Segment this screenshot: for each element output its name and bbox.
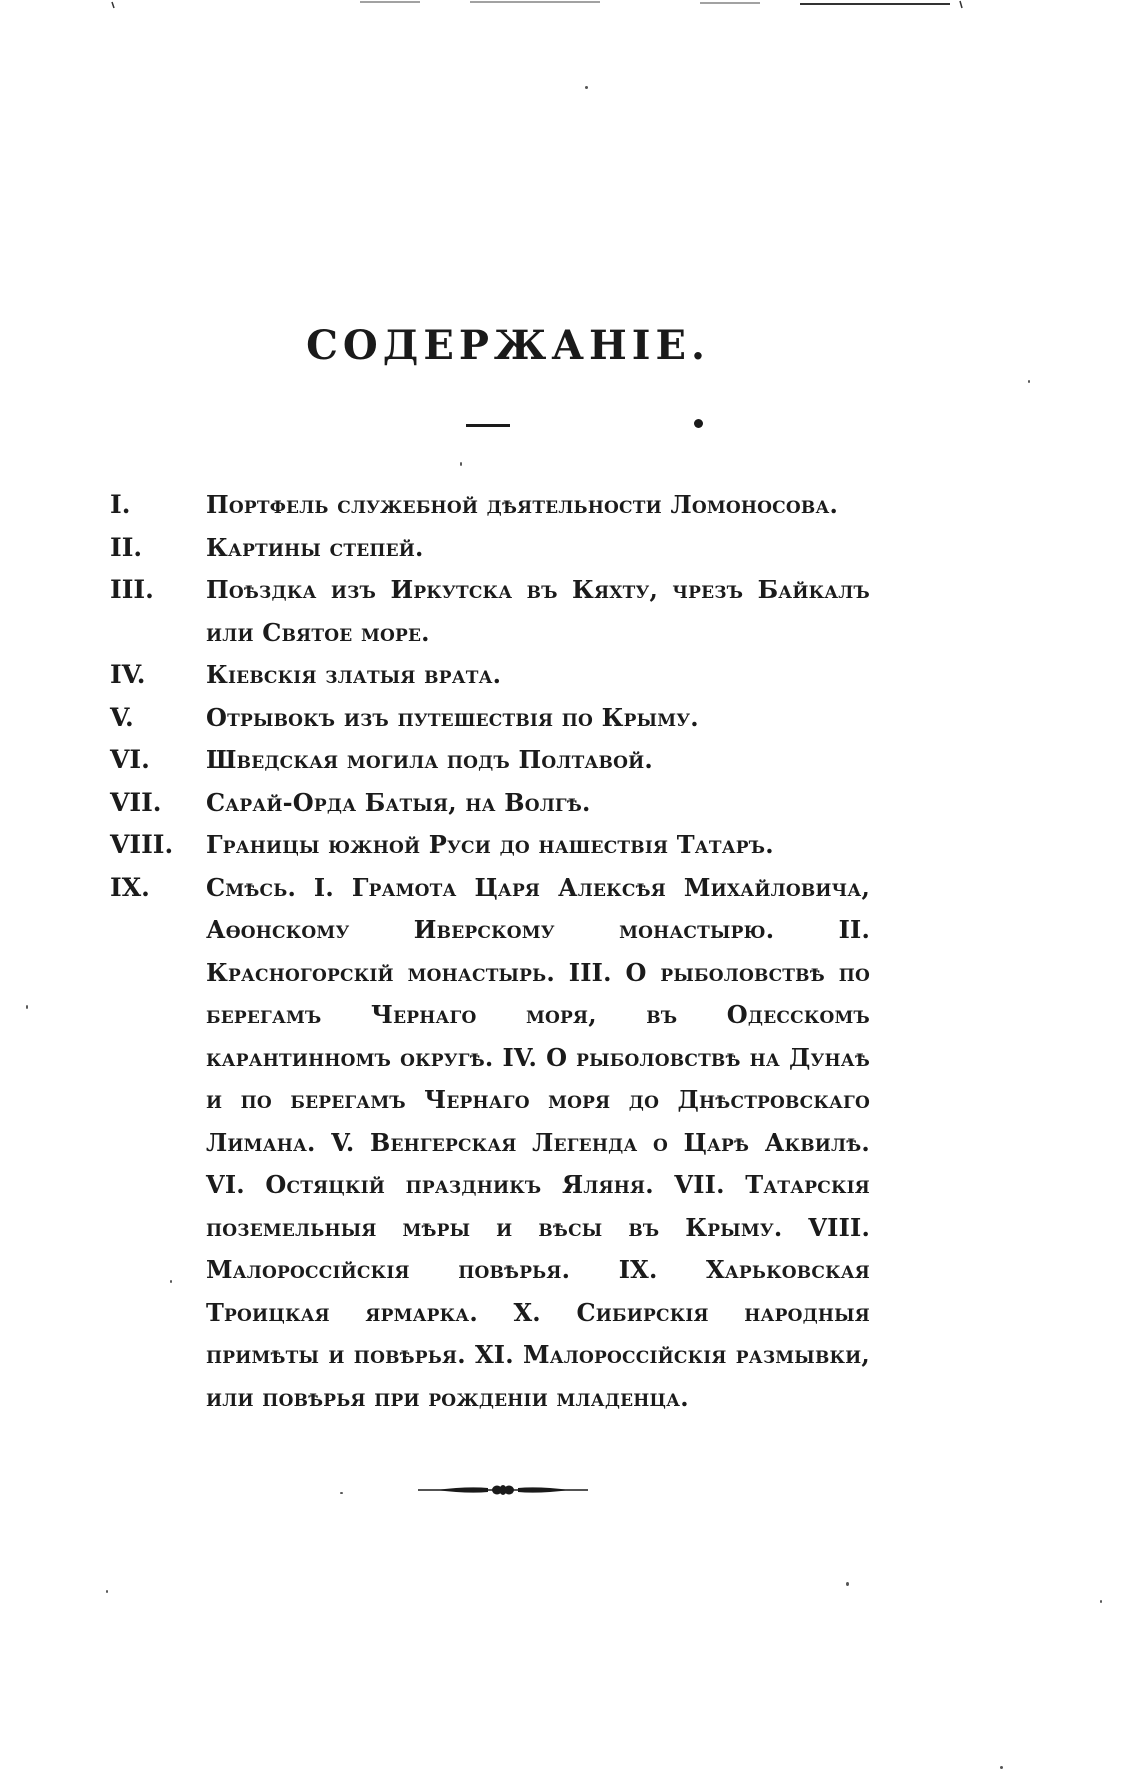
toc-entry-number: V. — [110, 702, 134, 732]
scan-speck — [585, 86, 588, 89]
scan-speck — [1000, 1766, 1003, 1769]
scan-speck — [846, 1582, 849, 1586]
toc-entry — [110, 569, 870, 654]
ornamental-rule-icon — [418, 1484, 588, 1496]
toc-entry-number: IX. — [110, 872, 150, 902]
table-of-contents — [110, 484, 870, 1419]
toc-entry-text: Шведская могила подъ Полтавой. — [206, 745, 653, 774]
title-underline — [466, 424, 510, 427]
toc-entry-text: Отрывокъ изъ путешествія по Крыму. — [206, 702, 699, 732]
scan-speck — [26, 1005, 28, 1009]
toc-entry-text: Портфель служебной дѣятельности Ломоносова. — [206, 490, 839, 519]
toc-entry-text: Границы южной Руси до нашествія Татаръ. — [206, 830, 774, 859]
toc-entry-number: VII. — [110, 787, 162, 817]
toc-entry — [110, 739, 870, 782]
toc-entry-text: Смѣсь. I. Грамота Царя Алексѣя Михайловича, Аѳонскому Иверскому монастырю. II. Красногорскій монастырь. III. О рыболовствѣ по берегамъ Чернаго моря, въ Одесскомъ карантинномъ округѣ. IV. О рыболовствѣ на Дунаѣ и по берегамъ Чернаго моря до Днѣстровскаго Лимана. V. Венгерская Легенда о Царѣ Аквилѣ. VI. Остяцкій праздникъ Яляня. VII. Татарскія поземельныя мѣры и вѣсы въ Крыму. VIII. Малороссійскія повѣрья. IX. Харьковская Троицкая ярмарка. X. Сибирскія народныя примѣты и повѣрья. XI. Малороссійскія размывки, или повѣрья при рожденіи младенца. — [206, 872, 870, 1412]
scan-speck — [460, 462, 462, 466]
toc-entry — [110, 782, 870, 825]
toc-entry-number: VI. — [110, 745, 150, 774]
toc-entry-number: IV. — [110, 660, 146, 689]
scan-speck — [106, 1590, 108, 1593]
toc-entry — [110, 867, 870, 1420]
toc-entry — [110, 654, 870, 697]
title-dot — [694, 419, 703, 428]
scan-speck — [1100, 1600, 1102, 1603]
toc-entry-number: VIII. — [110, 830, 174, 859]
toc-entry-number: I. — [110, 490, 131, 519]
toc-entry-text: Поѣздка изъ Иркутска въ Кяхту, чрезъ Байкалъ или Святое море. — [206, 575, 870, 647]
toc-entry-text: Картины степей. — [206, 532, 424, 562]
toc-entry-text: Кіевскія златыя врата. — [206, 660, 502, 689]
scan-speck — [170, 1280, 172, 1283]
scan-speck — [1028, 380, 1030, 383]
page-title: СОДЕРЖАНІЕ. — [306, 322, 710, 369]
toc-entry — [110, 824, 870, 867]
toc-entry-number: II. — [110, 532, 143, 562]
toc-entry — [110, 527, 870, 570]
toc-entry-number: III. — [110, 575, 154, 604]
scan-edge-marks — [0, 0, 1140, 10]
toc-entry — [110, 484, 870, 527]
scan-speck — [340, 1492, 343, 1494]
toc-entry-text: Сарай-Орда Батыя, на Волгѣ. — [206, 787, 591, 817]
toc-entry — [110, 697, 870, 740]
